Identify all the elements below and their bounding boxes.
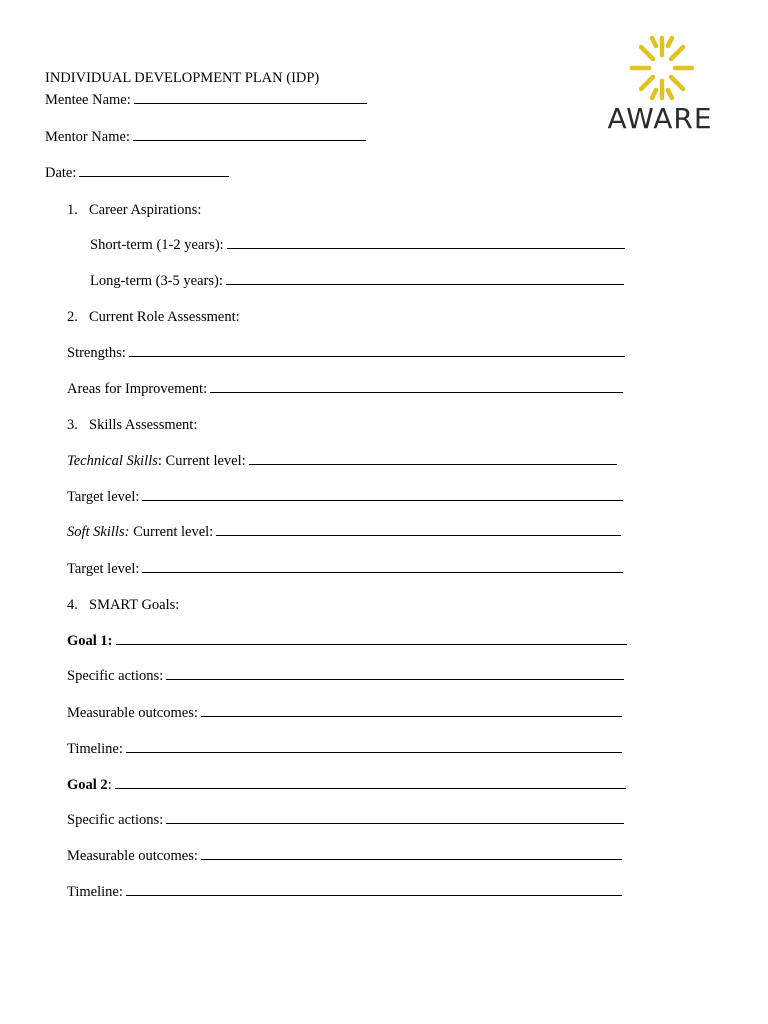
strengths-blank[interactable] — [129, 344, 625, 357]
star-burst-icon — [600, 30, 720, 102]
section-number: 3. — [67, 417, 78, 433]
logo-wordmark: AWARE — [607, 102, 713, 135]
date-blank[interactable] — [79, 164, 229, 177]
section-number: 4. — [67, 597, 78, 613]
soft-skills-label: Soft Skills: — [67, 524, 130, 540]
long-term-blank[interactable] — [226, 272, 624, 285]
strengths-label: Strengths: — [67, 345, 126, 361]
section-title: Current Role Assessment: — [89, 309, 240, 325]
title-text: INDIVIDUAL DEVELOPMENT PLAN (IDP) — [45, 70, 320, 86]
mentor-name-label: Mentor Name: — [45, 129, 130, 145]
target-level-label: Target level: — [67, 489, 140, 505]
goal-2-measurable-field[interactable] — [67, 847, 622, 865]
goal-2-label: Goal 2 — [67, 777, 108, 793]
technical-current-field[interactable] — [67, 452, 617, 470]
section-number: 2. — [67, 309, 78, 325]
strengths-field[interactable] — [67, 344, 625, 362]
soft-current-blank[interactable] — [216, 523, 621, 536]
section-smart-goals — [67, 596, 179, 614]
mentee-name-label: Mentee Name: — [45, 92, 131, 108]
aware-logo — [600, 30, 720, 142]
soft-current-field[interactable] — [67, 523, 621, 541]
goal-2-blank[interactable] — [115, 776, 626, 789]
goal-1-field[interactable] — [67, 632, 627, 650]
target-level-label: Target level: — [67, 561, 140, 577]
short-term-blank[interactable] — [227, 236, 625, 249]
mentee-name-blank[interactable] — [134, 91, 367, 104]
section-number: 1. — [67, 202, 78, 218]
goal-1-measurable-blank[interactable] — [201, 704, 622, 717]
section-current-role — [67, 308, 240, 326]
improvement-field[interactable] — [67, 380, 623, 398]
short-term-field[interactable] — [90, 236, 625, 254]
section-title: Career Aspirations: — [89, 202, 202, 218]
mentor-name-blank[interactable] — [133, 128, 366, 141]
goal-2-timeline-blank[interactable] — [126, 883, 622, 896]
measurable-outcomes-label: Measurable outcomes: — [67, 705, 198, 721]
date-field[interactable] — [45, 164, 229, 182]
section-skills — [67, 416, 197, 434]
technical-skills-label: Technical Skills — [67, 453, 158, 469]
improvement-label: Areas for Improvement: — [67, 381, 208, 397]
goal-1-label: Goal 1: — [67, 633, 113, 649]
section-title: SMART Goals: — [89, 597, 180, 613]
goal-2-field[interactable] — [67, 776, 626, 794]
technical-target-field[interactable] — [67, 488, 623, 506]
soft-target-blank[interactable] — [142, 560, 623, 573]
specific-actions-label: Specific actions: — [67, 668, 164, 684]
measurable-outcomes-label: Measurable outcomes: — [67, 848, 198, 864]
mentee-name-field[interactable] — [45, 91, 367, 109]
current-level-label: : Current level: — [157, 453, 246, 469]
improvement-blank[interactable] — [210, 380, 623, 393]
goal-2-measurable-blank[interactable] — [201, 847, 622, 860]
goal-2-timeline-field[interactable] — [67, 883, 622, 901]
long-term-field[interactable] — [90, 272, 624, 290]
current-level-label: Current level: — [129, 524, 214, 540]
long-term-label: Long-term (3-5 years): — [90, 273, 223, 289]
goal-2-specific-blank[interactable] — [166, 811, 624, 824]
goal-2-colon: : — [107, 777, 112, 793]
document-title — [45, 69, 319, 87]
goal-1-timeline-field[interactable] — [67, 740, 622, 758]
goal-2-specific-field[interactable] — [67, 811, 624, 829]
date-label: Date: — [45, 165, 77, 181]
section-title: Skills Assessment: — [89, 417, 198, 433]
timeline-label: Timeline: — [67, 741, 123, 757]
short-term-label: Short-term (1-2 years): — [90, 237, 224, 253]
goal-1-blank[interactable] — [116, 632, 627, 645]
soft-target-field[interactable] — [67, 560, 623, 578]
goal-1-specific-blank[interactable] — [166, 667, 624, 680]
mentor-name-field[interactable] — [45, 128, 366, 146]
specific-actions-label: Specific actions: — [67, 812, 164, 828]
goal-1-timeline-blank[interactable] — [126, 740, 622, 753]
timeline-label: Timeline: — [67, 884, 123, 900]
goal-1-measurable-field[interactable] — [67, 704, 622, 722]
goal-1-specific-field[interactable] — [67, 667, 624, 685]
section-career-aspirations — [67, 201, 201, 219]
technical-target-blank[interactable] — [142, 488, 623, 501]
technical-current-blank[interactable] — [249, 452, 617, 465]
